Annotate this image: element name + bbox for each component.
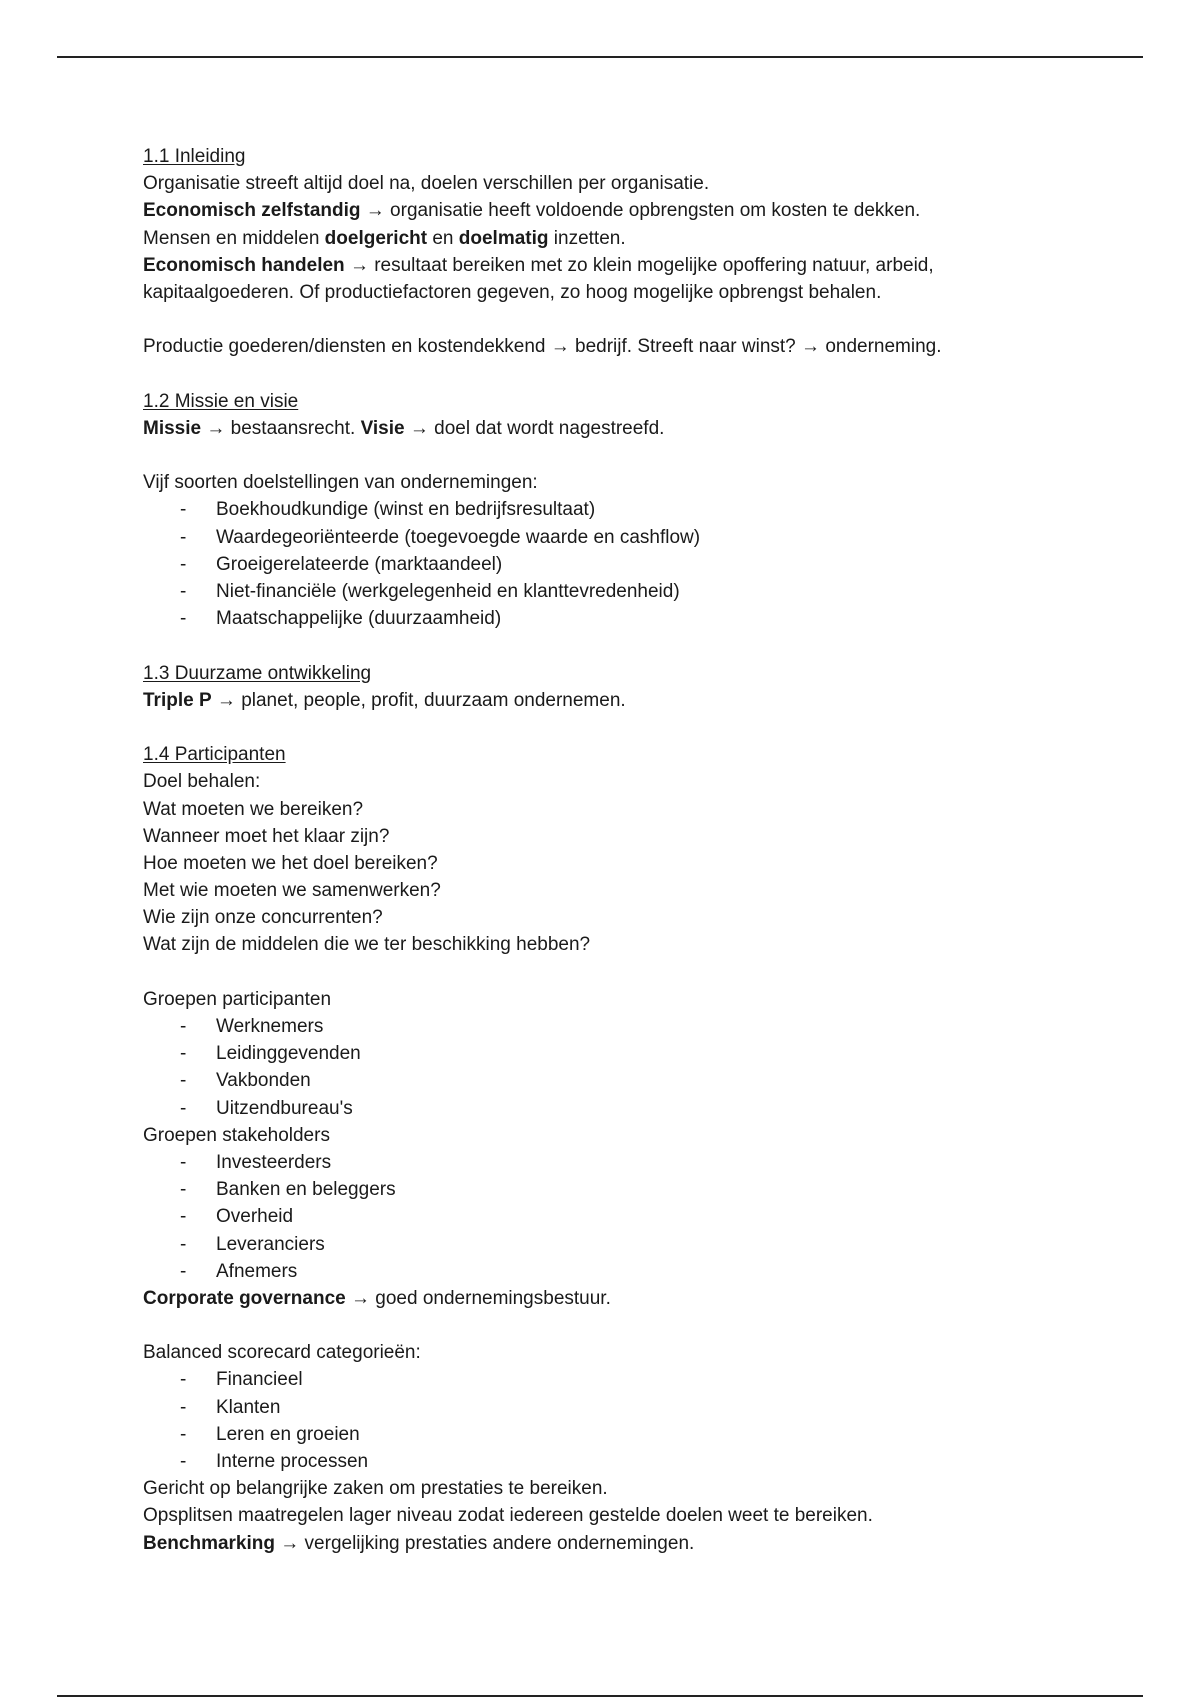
definition: goed ondernemingsbestuur. [375,1287,611,1309]
heading-text: 1.4 Participanten [143,744,286,766]
definition-line [143,687,1103,714]
arrow-icon: → [550,336,570,358]
spacer [143,361,1103,388]
paragraph-line: Hoe moeten we het doel bereiken? [143,852,438,874]
list-item [143,1067,1103,1094]
list-item-text: Klanten [216,1396,281,1418]
list-item-text: Uitzendbureau's [216,1097,353,1119]
text: bedrijf. Streeft naar winst? [575,336,796,358]
paragraph-line: Gericht op belangrijke zaken om prestaties te bereiken. [143,1478,608,1500]
definition-line [143,415,1103,442]
spacer [143,1312,1103,1339]
dash-bullet-icon: - [180,1423,187,1445]
list-item-text: Leren en groeien [216,1423,360,1445]
term: Visie [360,417,405,439]
arrow-icon: → [349,254,369,276]
text: Mensen en middelen [143,227,325,249]
top-rule [57,56,1143,58]
list-item [143,1095,1103,1122]
dash-bullet-icon: - [180,1097,187,1119]
list-item [143,1013,1103,1040]
paragraph-line: Opsplitsen maatregelen lager niveau zodat iedereen gestelde doelen weet te bereiken. [143,1505,873,1527]
section-1-4-heading [143,741,1103,768]
list-item-text: Leidinggevenden [216,1043,361,1065]
list-intro: Balanced scorecard categorieën: [143,1342,421,1364]
list-item [143,1176,1103,1203]
term: Corporate governance [143,1287,346,1309]
definition: organisatie heeft voldoende opbrengsten om kosten te dekken. [390,200,921,222]
text: onderneming. [825,336,942,358]
term: Economisch handelen [143,254,345,276]
list-item-text: Vakbonden [216,1070,311,1092]
list-item [143,1258,1103,1285]
arrow-icon: → [801,336,821,358]
definition: planet, people, profit, duurzaam ondernemen. [241,689,626,711]
list-item-text: Financieel [216,1369,303,1391]
definition: bestaansrecht. [230,417,356,439]
list-item-text: Interne processen [216,1451,369,1472]
arrow-icon: → [216,689,236,711]
dash-bullet-icon: - [180,1396,187,1418]
text: en [427,227,459,249]
definition: resultaat bereiken met zo klein mogelijke opoffering natuur, arbeid, [374,254,934,276]
list-intro: Groepen participanten [143,988,332,1010]
spacer [143,306,1103,333]
paragraph-line: Met wie moeten we samenwerken? [143,880,441,902]
list-item-text: Investeerders [216,1151,332,1173]
list-item [143,1040,1103,1067]
text: Productie goederen/diensten en kostendekkend [143,336,546,358]
list-item [143,578,1103,605]
list-intro: Groepen stakeholders [143,1124,330,1146]
list-item-text: Groeigerelateerde (marktaandeel) [216,553,503,575]
term: Triple P [143,689,212,711]
dash-bullet-icon: - [180,608,187,630]
definition-line [143,197,1103,224]
term: Benchmarking [143,1532,275,1554]
bottom-rule [57,1695,1143,1697]
dash-bullet-icon: - [180,1179,187,1201]
spacer [143,714,1103,741]
section-1-1-heading [143,143,1103,170]
list-item [143,1448,1103,1475]
term: doelmatig [458,227,549,249]
dash-bullet-icon: - [180,581,187,602]
paragraph-line: Organisatie streeft altijd doel na, doelen verschillen per organisatie. [143,173,710,195]
dash-bullet-icon: - [180,1260,187,1282]
list-item-text: Overheid [216,1206,294,1228]
dash-bullet-icon: - [180,1451,187,1472]
dash-bullet-icon: - [180,1043,187,1065]
dash-bullet-icon: - [180,1070,187,1092]
arrow-icon: → [365,200,385,222]
definition-line [143,1530,1103,1557]
text: inzetten. [548,227,626,249]
list-intro: Vijf soorten doelstellingen van ondernemingen: [143,472,538,494]
heading-text: 1.1 Inleiding [143,146,246,167]
list-item [143,524,1103,551]
list-item [143,1421,1103,1448]
spacer [143,442,1103,469]
list-item [143,1149,1103,1176]
paragraph-line [143,333,1103,360]
list-item-text: Maatschappelijke (duurzaamheid) [216,608,502,630]
paragraph-line [143,225,1103,252]
list-item-text: Banken en beleggers [216,1179,396,1201]
list-item [143,1366,1103,1393]
heading-text: 1.2 Missie en visie [143,390,299,412]
paragraph-line: kapitaalgoederen. Of productiefactoren gegeven, zo hoog mogelijke opbrengst behalen. [143,281,882,303]
dash-bullet-icon: - [180,1233,187,1255]
arrow-icon: → [409,417,429,439]
term: Economisch zelfstandig [143,200,361,222]
list-item-text: Boekhoudkundige (winst en bedrijfsresultaat) [216,499,596,521]
definition: doel dat wordt nagestreefd. [434,417,665,439]
dash-bullet-icon: - [180,1016,187,1037]
arrow-icon: → [351,1287,371,1309]
list-item [143,496,1103,523]
paragraph-line: Wie zijn onze concurrenten? [143,907,383,929]
dash-bullet-icon: - [180,1369,187,1391]
paragraph-line: Wanneer moet het klaar zijn? [143,825,390,847]
paragraph-line: Doel behalen: [143,771,261,793]
paragraph-line: Wat moeten we bereiken? [143,798,364,820]
dash-bullet-icon: - [180,553,187,575]
list-item [143,605,1103,632]
list-item-text: Leveranciers [216,1233,325,1255]
document-content [143,143,1103,1557]
heading-text: 1.3 Duurzame ontwikkeling [143,662,372,684]
term: Missie [143,417,202,439]
list-item-text: Niet-financiële (werkgelegenheid en klanttevredenheid) [216,581,680,602]
paragraph-line: Wat zijn de middelen die we ter beschikking hebben? [143,934,591,956]
list-item [143,551,1103,578]
spacer [143,632,1103,659]
dash-bullet-icon: - [180,1151,187,1173]
list-item [143,1231,1103,1258]
list-item [143,1203,1103,1230]
term: doelgericht [324,227,428,249]
spacer [143,959,1103,986]
list-item-text: Waardegeoriënteerde (toegevoegde waarde en cashflow) [216,526,701,548]
dash-bullet-icon: - [180,1206,187,1228]
list-item-text: Werknemers [216,1016,324,1037]
definition-line [143,252,1103,279]
arrow-icon: → [280,1532,300,1554]
list-item-text: Afnemers [216,1260,298,1282]
dash-bullet-icon: - [180,499,187,521]
section-1-3-heading [143,660,1103,687]
definition-line [143,1285,1103,1312]
section-1-2-heading [143,388,1103,415]
arrow-icon: → [206,417,226,439]
definition: vergelijking prestaties andere ondernemingen. [304,1532,695,1554]
list-item [143,1394,1103,1421]
dash-bullet-icon: - [180,526,187,548]
